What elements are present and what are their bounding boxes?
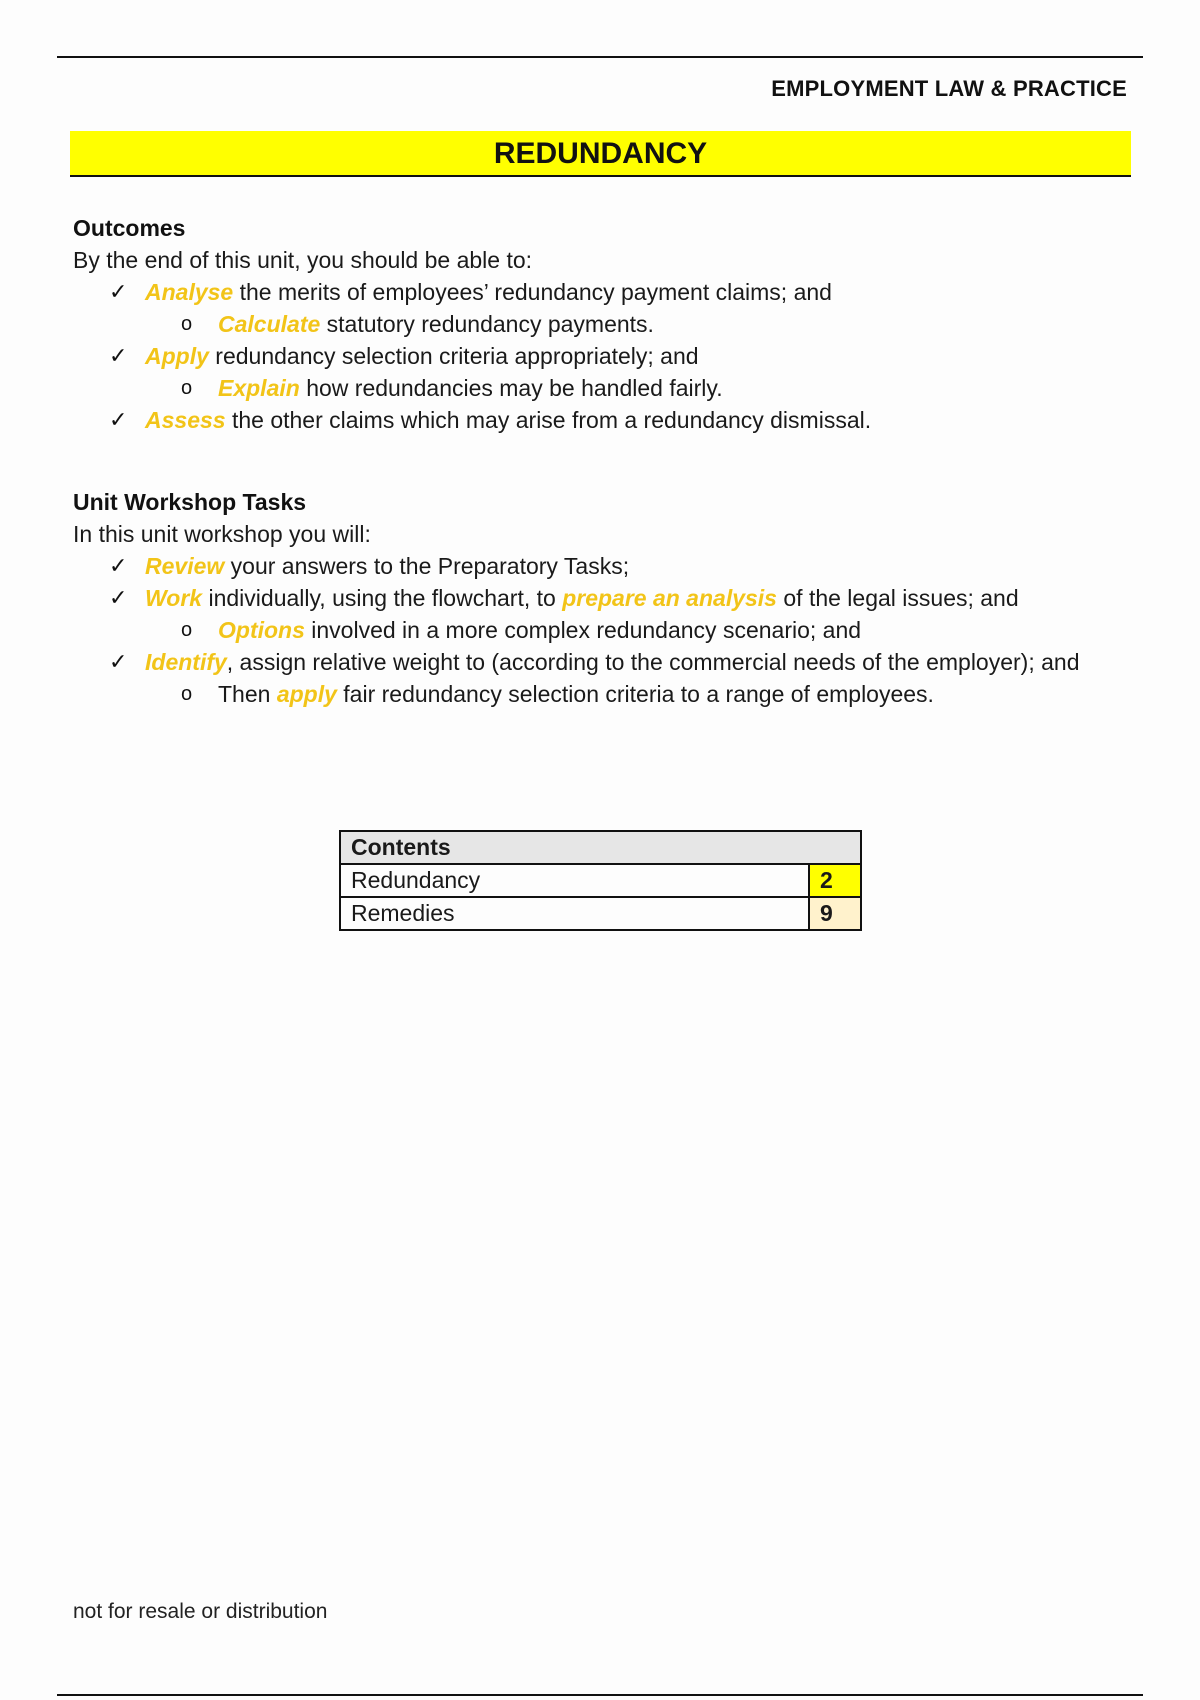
circle-bullet-icon: o [181, 619, 193, 641]
list-item [73, 614, 1133, 646]
check-icon: ✓ [109, 407, 128, 432]
list-item [73, 372, 1133, 404]
keyword: prepare an analysis [562, 585, 777, 611]
keyword: Analyse [145, 279, 234, 305]
circle-bullet-icon: o [181, 683, 193, 705]
item-text: your answers to the Preparatory Tasks; [224, 553, 630, 579]
list-item [73, 276, 1133, 308]
list-item [73, 550, 1133, 582]
top-rule [57, 56, 1143, 58]
check-icon: ✓ [109, 553, 128, 578]
contents-heading: Contents [340, 831, 861, 864]
outcomes-section [73, 212, 1133, 436]
keyword: Identify [145, 649, 227, 675]
list-item [73, 308, 1133, 340]
item-text: the merits of employees’ redundancy payment claims; and [233, 279, 832, 305]
keyword: Options [218, 617, 305, 643]
workshop-section [73, 486, 1133, 710]
item-text: Then [218, 681, 277, 707]
check-icon: ✓ [109, 649, 128, 674]
item-text: of the legal issues; and [776, 585, 1019, 611]
table-header-row [340, 831, 861, 864]
contents-label[interactable]: Remedies [340, 897, 809, 930]
contents-label[interactable]: Redundancy [340, 864, 809, 897]
item-text: redundancy selection criteria appropriately; and [208, 343, 699, 369]
keyword: apply [276, 681, 337, 707]
keyword: Assess [145, 407, 226, 433]
item-text: fair redundancy selection criteria to a range of employees. [336, 681, 934, 707]
item-text: statutory redundancy payments. [320, 311, 654, 337]
workshop-heading: Unit Workshop Tasks [73, 489, 307, 515]
item-text: the other claims which may arise from a redundancy dismissal. [225, 407, 872, 433]
circle-bullet-icon: o [181, 313, 193, 335]
check-icon: ✓ [109, 343, 128, 368]
item-text: how redundancies may be handled fairly. [299, 375, 723, 401]
bottom-rule [57, 1694, 1143, 1696]
table-row[interactable] [340, 897, 861, 930]
table-row[interactable] [340, 864, 861, 897]
list-item [73, 404, 1133, 436]
outcomes-heading: Outcomes [73, 215, 186, 241]
check-icon: ✓ [109, 585, 128, 610]
keyword: Calculate [218, 311, 321, 337]
outcomes-list [73, 276, 1133, 436]
list-item [73, 678, 1133, 710]
keyword: Work [145, 585, 203, 611]
keyword: Review [145, 553, 225, 579]
contents-table [339, 830, 862, 931]
page-title: REDUNDANCY [493, 137, 708, 170]
circle-bullet-icon: o [181, 377, 193, 399]
item-text: involved in a more complex redundancy scenario; and [304, 617, 862, 643]
list-item [73, 646, 1133, 678]
workshop-list [73, 550, 1133, 710]
list-item [73, 340, 1133, 372]
header-title: EMPLOYMENT LAW & PRACTICE [771, 76, 1127, 101]
item-text: , assign relative weight to (according to the commercial needs of the employer); and [226, 649, 1080, 675]
check-icon: ✓ [109, 279, 128, 304]
outcomes-intro: By the end of this unit, you should be able to: [73, 247, 533, 273]
keyword: Explain [218, 375, 300, 401]
keyword: Apply [145, 343, 209, 369]
footer-note: not for resale or distribution [73, 1600, 328, 1623]
workshop-intro: In this unit workshop you will: [73, 521, 371, 547]
contents-page-number[interactable]: 2 [809, 864, 861, 897]
item-text: individually, using the flowchart, to [202, 585, 563, 611]
page-title-bar [70, 131, 1131, 177]
contents-page-number[interactable]: 9 [809, 897, 861, 930]
list-item [73, 582, 1133, 614]
